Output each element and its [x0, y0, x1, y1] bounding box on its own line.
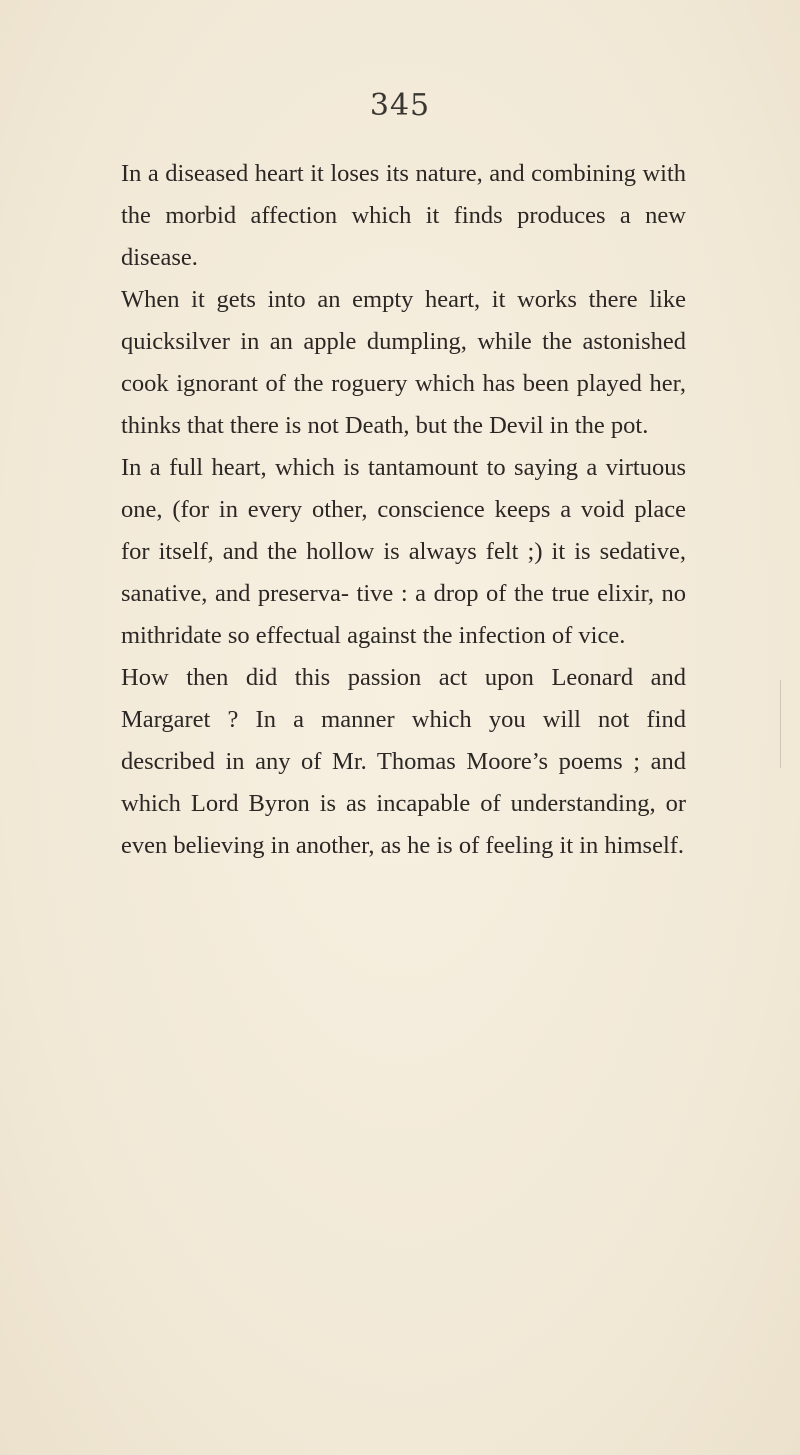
paragraph-2: When it gets into an empty heart, it works there like quicksilver in an apple dumpling, while the astonished cook ignorant of the roguery which has been played her, thinks that there is not Death, but the Devil in the pot.: [121, 286, 686, 439]
paragraph-4: How then did this passion act upon Leonard and Margaret ? In a manner which you will not find described in any of Mr. Thomas Moore’s poems ; and which Lord Byron is as incapable of understanding, or even believing in another, as he is of feeling it in himself.: [121, 664, 686, 859]
paragraph-3: In a full heart, which is tantamount to saying a virtuous one, (for in every other, conscience keeps a void place for itself, and the hollow is always felt ;) it is sedative, sanative, and preserva- tive : a drop of the true elixir, no mithridate so effectual against the infection of vice.: [121, 454, 686, 649]
paragraph-1: In a diseased heart it loses its nature, and combining with the morbid affection which it finds produces a new disease.: [121, 160, 686, 271]
page-edge-mark: [780, 680, 795, 768]
body-text: [121, 153, 686, 867]
page-number: 345: [369, 88, 431, 123]
